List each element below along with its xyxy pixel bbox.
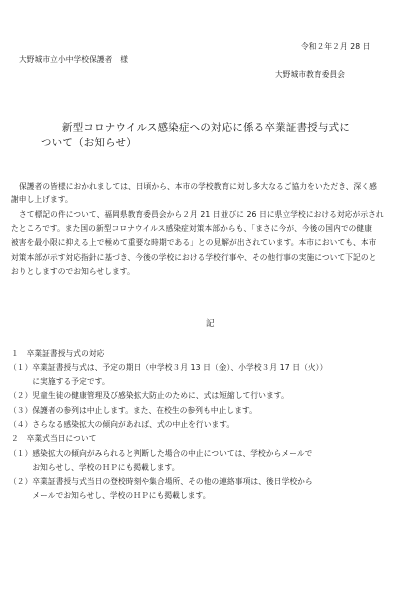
section-1-item-1-cont: に実施する予定です。 — [9, 377, 110, 386]
document-date: 令和２年２月 28 日 — [301, 42, 371, 51]
body-paragraph-2-line-3: 被害を最小限に抑える上で極めて重要な時期である」との見解が出されています。本市においても、本市 — [11, 238, 377, 247]
body-paragraph-1-line-2: 謝申し上げます。 — [11, 195, 73, 204]
body-paragraph-2-line-1: さて標記の件について、福岡県教育委員会から２月 21 日並びに 26 日に県立学校における対応が示され — [19, 210, 384, 219]
body-paragraph-2-line-2: たところです。また国の新型コロナウイルス感染症対策本部からも、「まさに今が、今後の国内での健康 — [11, 224, 373, 233]
body-paragraph-2-line-4: 対策本部が示す対応指針に基づき、今後の学校における学校行事や、その他行事の実施について下記のと — [11, 253, 377, 262]
section-2-item-1-cont: お知らせし、学校のＨＰにも掲載します。 — [9, 463, 180, 472]
document-title-line-1: 新型コロナウイルス感染症への対応に係る卒業証書授与式に — [62, 122, 351, 134]
section-1-heading: １ 卒業証書授与式の対応 — [11, 349, 105, 358]
section-2-item-1: （１）感染拡大の傾向がみられると判断した場合の中止については、学校からメールで — [9, 449, 313, 458]
section-2-item-2-cont: メールでお知らせし、学校のＨＰにも掲載します。 — [9, 491, 211, 500]
section-2-heading: ２ 卒業式当日について — [11, 434, 97, 443]
section-1-item-4: （４）さらなる感染拡大の傾向があれば、式の中止を行います。 — [9, 420, 235, 429]
body-paragraph-1-line-1: 保護者の皆様におかれましては、日頃から、本市の学校教育に対し多大なるご協力をいただき、深く感 — [19, 182, 377, 191]
recipient-line: 大野城市立小中学校保護者 様 — [19, 55, 129, 64]
body-paragraph-2-line-5: おりとしますのでお知らせします。 — [11, 267, 135, 276]
section-1-item-2: （２）児童生徒の健康管理及び感染拡大防止のために、式は短縮して行います。 — [9, 391, 289, 400]
sender-line: 大野城市教育委員会 — [275, 70, 346, 79]
ki-heading: 記 — [206, 319, 215, 329]
section-2-item-2: （２）卒業証書授与式当日の登校時刻や集合場所、その他の連絡事項は、後日学校から — [9, 477, 313, 486]
document-title-line-2: ついて（お知らせ） — [41, 137, 137, 149]
section-1-item-1: （１）卒業証書授与式は、予定の期日（中学校３月 13 日（金）、小学校３月 17 日（火）） — [9, 363, 328, 372]
section-1-item-3: （３）保護者の参列は中止します。また、在校生の参列も中止します。 — [9, 406, 257, 415]
